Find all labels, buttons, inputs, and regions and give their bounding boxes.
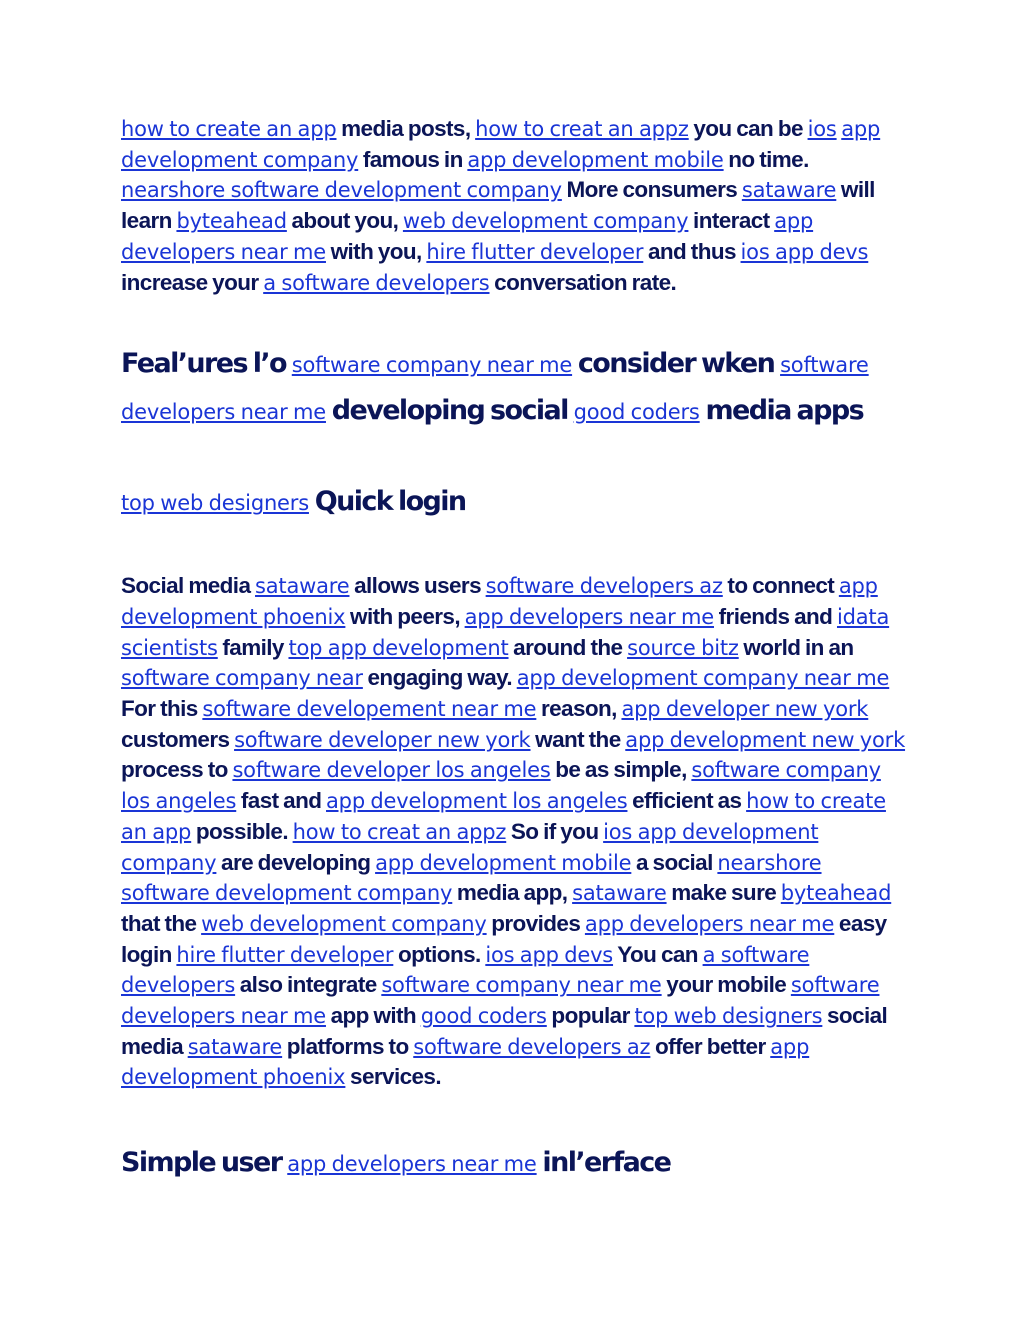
document-page (121, 114, 911, 1188)
body-text: fast and (236, 788, 327, 814)
body-text: social media (121, 1003, 888, 1059)
inline-link[interactable]: web development company (201, 911, 487, 936)
body-text: you can be (688, 116, 808, 141)
inline-link[interactable]: hire flutter developer (176, 942, 394, 967)
inline-link[interactable]: ios app devs (740, 239, 869, 264)
body-text: want the (530, 726, 626, 752)
body-text: around the (508, 634, 628, 660)
inline-link[interactable]: app development los angeles (326, 789, 628, 814)
body-text: options. (393, 941, 486, 967)
body-text: reason, (536, 696, 622, 722)
inline-link[interactable]: app development company near me (516, 666, 890, 691)
inline-link[interactable]: app development phoenix (121, 574, 878, 629)
paragraph-intro (121, 114, 911, 298)
inline-link[interactable]: ios app devs (485, 942, 614, 967)
body-text: media app, (452, 880, 573, 906)
inline-link[interactable]: nearshore software development company (121, 850, 822, 906)
body-text: customers (121, 726, 235, 752)
inline-link[interactable]: a software developers (263, 270, 490, 295)
heading-features (121, 342, 911, 436)
inline-link[interactable]: app development mobile (467, 147, 724, 172)
heading-text: Simple user (121, 1147, 288, 1179)
inline-link[interactable]: app developers near me (464, 604, 714, 629)
inline-link[interactable]: web development company (402, 209, 689, 234)
inline-link[interactable]: app development new york (625, 727, 906, 752)
heading-text: developing social (325, 395, 574, 427)
inline-link[interactable]: app developers near me (584, 911, 835, 936)
inline-link[interactable]: byteahead (780, 881, 892, 906)
body-text: world in an (738, 634, 854, 660)
inline-link[interactable]: ios app development company (121, 819, 819, 875)
body-text: conversation rate. (489, 269, 677, 295)
body-text: app with (325, 1003, 421, 1029)
inline-link[interactable]: software developer new york (234, 727, 531, 752)
body-text: a social (631, 849, 718, 875)
inline-link[interactable]: how to create an app (121, 789, 886, 844)
inline-link[interactable]: app developers near me (121, 209, 814, 264)
body-text: easy login (121, 910, 887, 967)
inline-link[interactable]: app development mobile (375, 850, 632, 875)
inline-link[interactable]: sataware (572, 881, 667, 906)
body-text: provides (486, 910, 585, 936)
body-text: that the (121, 910, 202, 936)
heading-text: inl’erface (536, 1147, 671, 1179)
inline-link[interactable]: software developers az (485, 574, 723, 599)
body-text: with you, (325, 238, 427, 264)
inline-link[interactable]: app development company (121, 117, 881, 172)
body-text: popular (546, 1003, 635, 1029)
inline-link[interactable]: sataware (187, 1034, 283, 1059)
inline-link[interactable]: good coders (573, 400, 700, 425)
body-text: be as simple, (550, 757, 692, 783)
body-text: no time. (723, 146, 809, 172)
heading-text: consider wken (572, 348, 781, 380)
inline-link[interactable]: source bitz (627, 635, 739, 660)
body-text: More consumers (561, 177, 742, 203)
inline-link[interactable]: byteahead (176, 209, 287, 234)
body-text: So if you (506, 818, 604, 844)
body-text: and thus (643, 238, 741, 264)
heading-text: Quick login (308, 486, 466, 518)
inline-link[interactable]: how to create an app (121, 117, 337, 141)
body-text: offer better (650, 1033, 771, 1059)
inline-link[interactable]: sataware (741, 178, 837, 203)
inline-link[interactable]: software company near me (291, 353, 573, 378)
inline-link[interactable]: software developers near me (121, 973, 880, 1029)
body-text: services. (345, 1064, 441, 1090)
inline-link[interactable]: nearshore software development company (121, 178, 562, 203)
inline-link[interactable]: software developement near me (202, 697, 537, 722)
inline-link[interactable]: sataware (255, 574, 350, 599)
body-text: engaging way. (362, 665, 517, 691)
inline-link[interactable]: top web designers (121, 491, 309, 516)
inline-link[interactable]: idata scientists (121, 604, 890, 660)
inline-link[interactable]: ios (807, 117, 837, 141)
body-text: possible. (191, 818, 293, 844)
inline-link[interactable]: software developers near me (121, 353, 869, 425)
inline-link[interactable]: app developers near me (287, 1152, 537, 1177)
inline-link[interactable]: software company near me (381, 973, 662, 998)
body-text: make sure (666, 880, 781, 906)
inline-link[interactable]: software company los angeles (121, 758, 881, 814)
body-text: Social media (121, 573, 256, 599)
body-text: interact (688, 208, 775, 234)
body-text: friends and (714, 603, 837, 629)
body-text: You can (613, 941, 703, 967)
body-text: will learn (121, 177, 875, 234)
body-text: famous in (358, 146, 468, 172)
inline-link[interactable]: app developer new york (621, 697, 869, 722)
inline-link[interactable]: top web designers (634, 1004, 823, 1029)
inline-link[interactable]: hire flutter developer (426, 239, 644, 264)
inline-link[interactable]: a software developers (121, 942, 810, 998)
body-text: media posts, (336, 116, 476, 141)
inline-link[interactable]: how to creat an appz (475, 117, 689, 141)
body-text: increase your (121, 269, 264, 295)
heading-quick-login (121, 480, 911, 527)
paragraph-social-media (121, 571, 911, 1093)
body-text: family (217, 634, 289, 660)
body-text: to connect (722, 573, 839, 599)
body-text: your mobile (661, 972, 791, 998)
body-text: with peers, (345, 603, 465, 629)
inline-link[interactable]: app development phoenix (121, 1034, 810, 1090)
body-text: about you, (286, 208, 403, 234)
heading-simple-user-interface (121, 1141, 911, 1188)
body-text: also integrate (235, 972, 382, 998)
inline-link[interactable]: software developer los angeles (232, 758, 551, 783)
inline-link[interactable]: good coders (420, 1004, 547, 1029)
inline-link[interactable]: how to creat an appz (292, 819, 507, 844)
body-text: efficient as (627, 788, 747, 814)
body-text: are developing (216, 849, 376, 875)
body-text: process to (121, 757, 233, 783)
inline-link[interactable]: software developers az (413, 1034, 651, 1059)
body-text: allows users (349, 573, 486, 599)
heading-text: media apps (699, 395, 864, 427)
body-text: For this (121, 696, 203, 722)
inline-link[interactable]: top app development (288, 635, 509, 660)
heading-text: Feal’ures l’o (121, 348, 292, 380)
inline-link[interactable]: software company near (121, 666, 363, 691)
body-text: platforms to (282, 1033, 414, 1059)
